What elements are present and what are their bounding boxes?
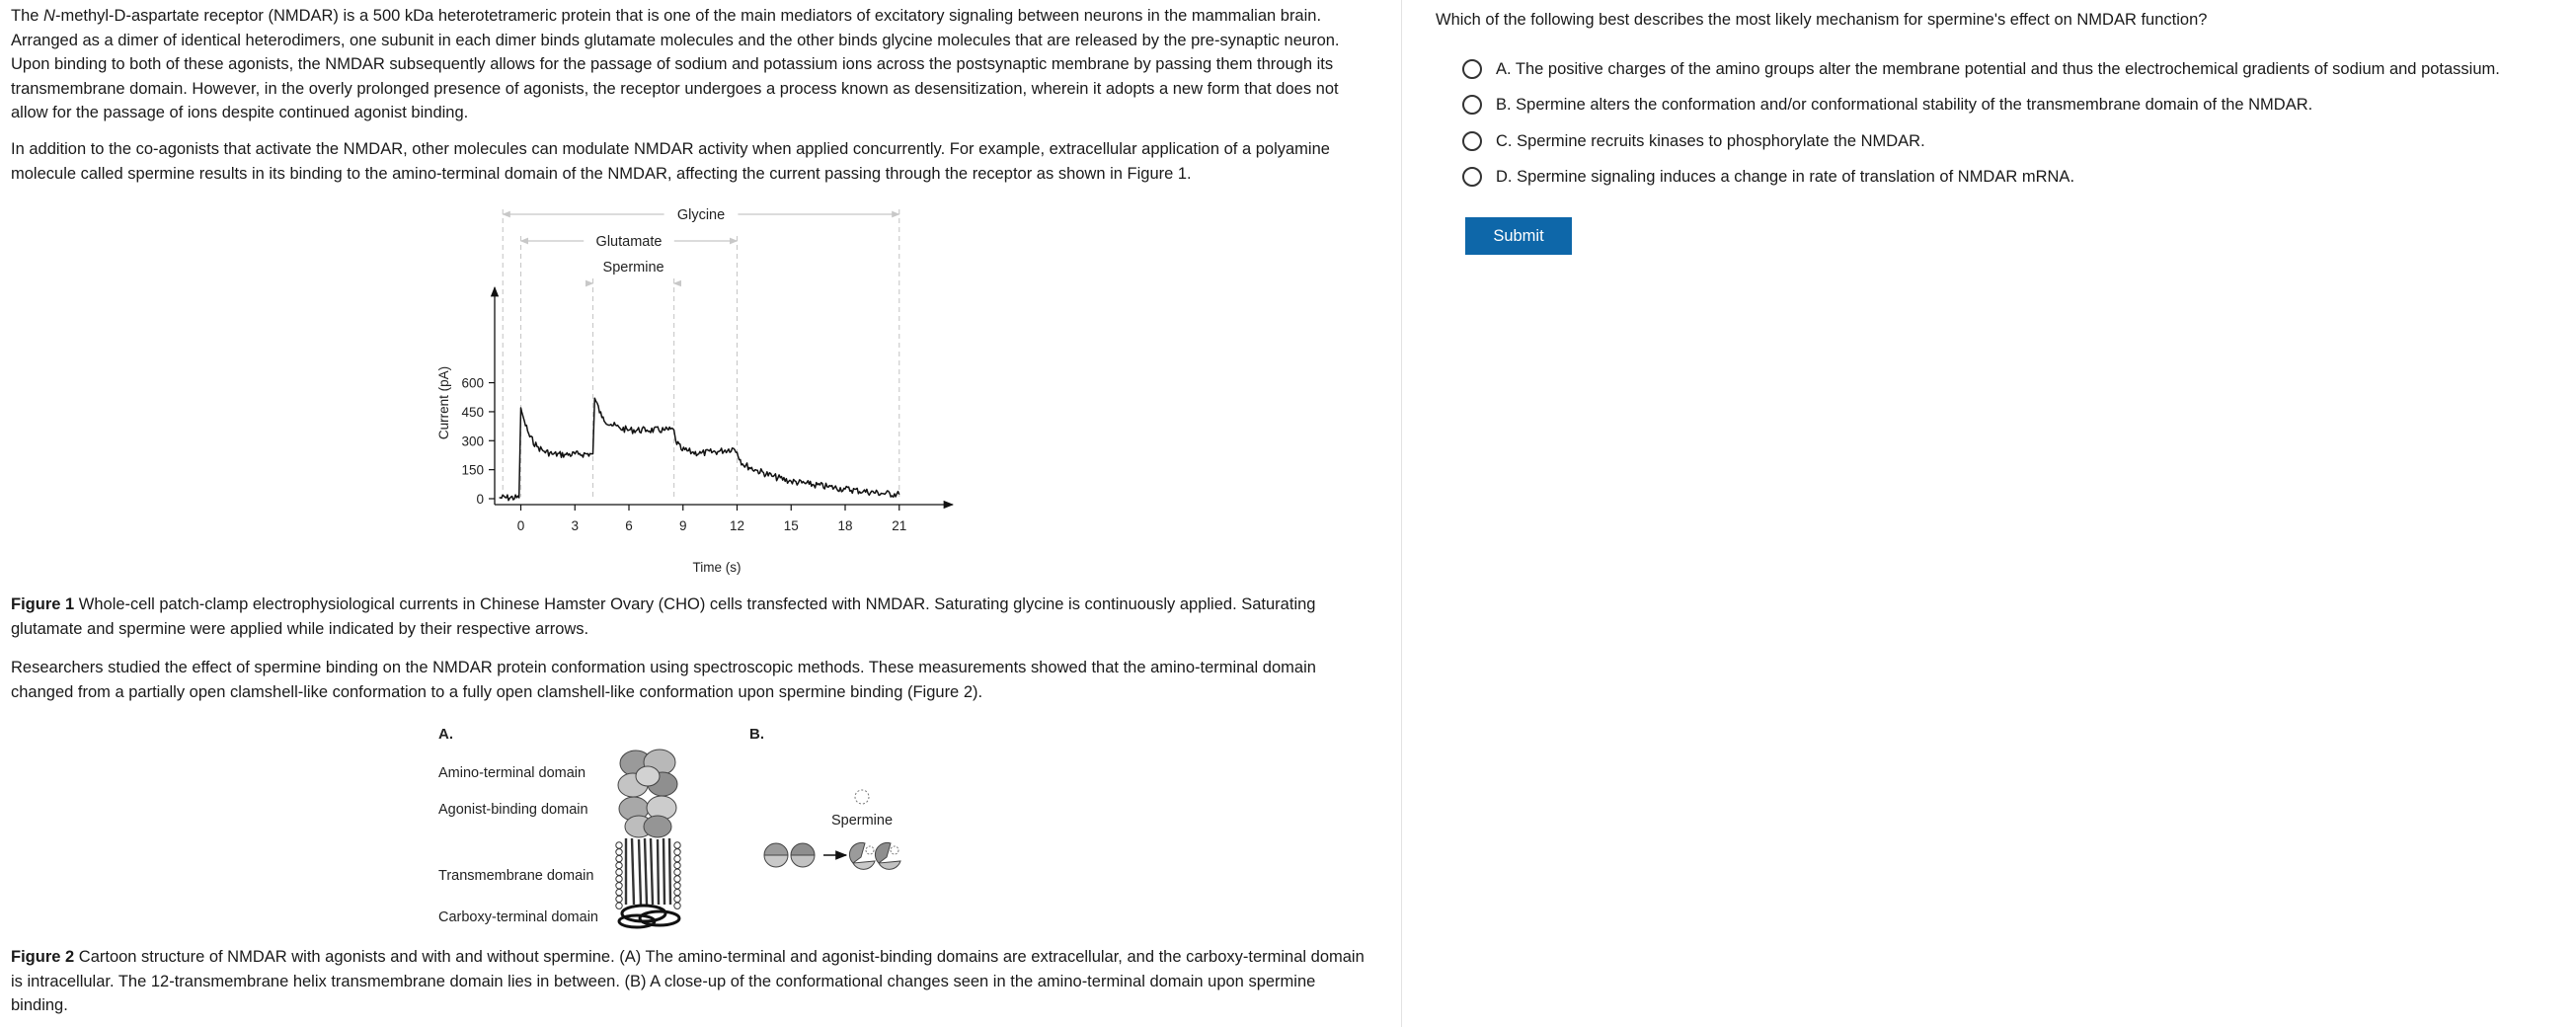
x-tick-label: 12 — [729, 518, 745, 533]
partially-open-clamshells — [764, 843, 815, 867]
domain-label-transmembrane: Transmembrane domain — [438, 868, 594, 884]
panel-b-label: B. — [749, 726, 764, 743]
axis-ticks — [461, 376, 906, 533]
answer-option-a[interactable] — [1462, 57, 2500, 81]
radio-button-d[interactable] — [1462, 167, 1482, 187]
figure-2-caption: Figure 2 Cartoon structure of NMDAR with agonists and with and without spermine. (A) The amino-terminal and agonist-binding domains are extracellular, and the carboxy-terminal domain is intracellular. The 12-transmembrane helix transmembrane domain lies in between. (B) A close-up of the conformational changes seen in the amino-terminal domain upon spermine binding. — [11, 948, 1365, 1014]
fully-open-clamshells — [849, 842, 900, 869]
y-tick-label: 0 — [476, 492, 484, 507]
radio-button-a[interactable] — [1462, 59, 1482, 79]
question-panel — [1403, 0, 2576, 1027]
answer-option-b-label: B. Spermine alters the conformation and/or conformational stability of the transmembrane domain of the NMDAR. — [1496, 95, 2313, 114]
x-tick-label: 18 — [837, 518, 853, 533]
y-tick-label: 150 — [461, 462, 484, 478]
x-tick-label: 3 — [571, 518, 580, 533]
passage-paragraph-1: The N-methyl-D-aspartate receptor (NMDAR) is a 500 kDa heterotetrameric protein that is one of the main mediators of excitatory signaling between neurons in the mammalian brain. Arranged as a dimer of identical heterodimers, one subunit in each dimer binds glutamate molecules and the other binds glycine molecules that are released by the pre-synaptic neuron. Upon binding to both of these agonists, the NMDAR subsequently allows for the passage of sodium and potassium ions across the postsynaptic membrane by passing them through its transmembrane domain. However, in the overly prolonged presence of agonists, the receptor undergoes a process known as desensitization, wherein it adopts a new form that does not allow for the passage of ions despite continued agonist binding. — [11, 7, 1340, 121]
spermine-binding-illustration — [764, 790, 900, 869]
x-tick-label: 6 — [625, 518, 633, 533]
answer-option-a-label: A. The positive charges of the amino groups alter the membrane potential and thus the electrochemical gradients of sodium and potassium. — [1496, 59, 2500, 78]
domain-label-amino-terminal: Amino-terminal domain — [438, 765, 586, 781]
x-tick-label: 15 — [783, 518, 799, 533]
annotation-label: Spermine — [602, 260, 664, 276]
x-axis-label: Time (s) — [692, 560, 742, 575]
submit-button[interactable]: Submit — [1465, 217, 1572, 255]
passage-paragraph-3: Researchers studied the effect of spermine binding on the NMDAR protein conformation using spectroscopic methods. These measurements showed that the amino-terminal domain changed from a partially open clamshell-like conformation to a fully open clamshell-like conformation upon spermine binding (Figure 2). — [11, 659, 1316, 701]
answer-option-b[interactable] — [1462, 93, 2312, 117]
domain-label-agonist-binding: Agonist-binding domain — [438, 802, 588, 818]
radio-button-b[interactable] — [1462, 95, 1482, 115]
figure-1-caption: Figure 1 Whole-cell patch-clamp electrophysiological currents in Chinese Hamster Ovary (CHO) cells transfected with NMDAR. Saturating glycine is continuously applied. Saturating glutamate and spermine were applied while indicated by their respective arrows. — [11, 595, 1316, 638]
panel-a-label: A. — [438, 726, 453, 743]
answer-option-d-label: D. Spermine signaling induces a change in rate of translation of NMDAR mRNA. — [1496, 167, 2075, 186]
radio-button-c[interactable] — [1462, 131, 1482, 151]
y-axis-label: Current (pA) — [436, 365, 451, 440]
domain-label-carboxy-terminal: Carboxy-terminal domain — [438, 909, 598, 925]
y-tick-label: 300 — [461, 434, 484, 449]
answer-option-c[interactable] — [1462, 129, 1925, 153]
figure-1-chart — [425, 202, 977, 583]
answer-option-d[interactable] — [1462, 165, 2074, 189]
y-tick-label: 600 — [461, 375, 484, 391]
passage-paragraph-2: In addition to the co-agonists that activate the NMDAR, other molecules can modulate NMDAR activity when applied concurrently. For example, extracellular application of a polyamine molecule called spermine results in its binding to the amino-terminal domain of the NMDAR, affecting the current passing through the receptor as shown in Figure 1. — [11, 140, 1330, 183]
nmdar-structure-illustration — [616, 750, 680, 927]
current-trace — [500, 398, 899, 501]
x-tick-label: 21 — [892, 518, 907, 533]
annotation-label: Glycine — [676, 207, 726, 223]
figure-2-cartoon — [425, 719, 977, 934]
annotation-label: Glutamate — [595, 234, 663, 250]
answer-option-c-label: C. Spermine recruits kinases to phosphorylate the NMDAR. — [1496, 131, 1925, 150]
spermine-label: Spermine — [830, 813, 894, 829]
question-stem: Which of the following best describes the most likely mechanism for spermine's effect on NMDAR function? — [1436, 11, 2208, 29]
x-tick-label: 0 — [516, 518, 525, 533]
x-tick-label: 9 — [678, 518, 687, 533]
y-tick-label: 450 — [461, 404, 484, 420]
